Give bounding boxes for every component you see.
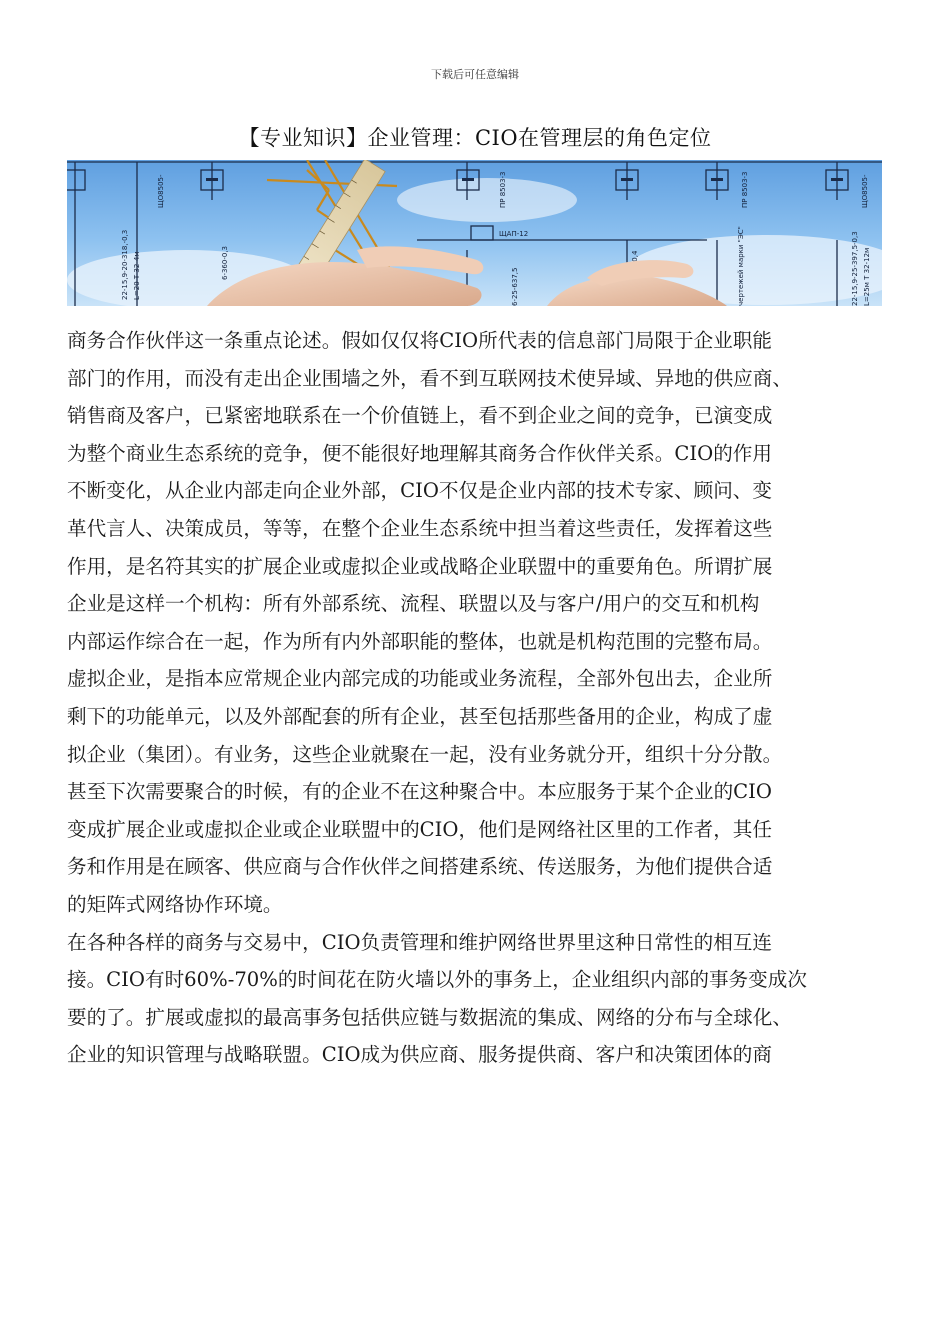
document-title: 【专业知识】企业管理：CIO在管理层的角色定位 (238, 126, 712, 150)
text-line: 不断变化，从企业内部走向企业外部，CIO不仅是企业内部的技术专家、顾问、变 (67, 479, 772, 503)
header-note: 下载后可任意编辑 (431, 68, 519, 81)
text-line: 在各种各样的商务与交易中，CIO负责管理和维护网络世界里这种日常性的相互连 (67, 930, 772, 954)
text-line: 为整个商业生态系统的竞争，便不能很好地理解其商务合作伙伴关系。CIO的作用 (67, 441, 772, 465)
banner-label: 22-15,9-25-397,5-0,3 (851, 231, 859, 306)
text-line: 的矩阵式网络协作环境。 (67, 892, 283, 916)
article-body (67, 322, 887, 1074)
banner-label: ПР 8503-3 (499, 171, 507, 208)
text-line: 商务合作伙伴这一条重点论述。假如仅仅将CIO所代表的信息部门局限于企业职能 (67, 329, 772, 352)
banner-label: 6-360-0,3 (221, 246, 229, 280)
text-line: 企业是这样一个机构：所有外部系统、流程、联盟以及与客户/用户的交互和机构 (67, 592, 760, 616)
text-line: 部门的作用，而没有走出企业围墙之外，看不到互联网技术使异域、异地的供应商、 (67, 366, 792, 390)
text-line: 销售商及客户，已紧密地联系在一个价值链上，看不到企业之间的竞争，已演变成 (67, 404, 773, 428)
text-line: 剩下的功能单元，以及外部配套的所有企业，甚至包括那些备用的企业，构成了虚 (67, 704, 773, 728)
paragraph-1 (67, 322, 887, 924)
banner-label: ПР 8503-3 (741, 171, 749, 208)
text-line: 作用，是名符其实的扩展企业或虚拟企业或战略企业联盟中的重要角色。所谓扩展 (67, 554, 773, 578)
banner-label: 22-15,9-20-318,-0,3 (121, 229, 129, 300)
banner-label: L=20 T 32-4м (133, 251, 141, 300)
text-line: 内部运作综合在一起，作为所有内外部职能的整体，也就是机构范围的完整布局。 (67, 629, 773, 653)
text-line: 要的了。扩展或虚拟的最高事务包括供应链与数据流的集成、网络的分布与全球化、 (67, 1005, 792, 1029)
banner-image (67, 160, 882, 306)
paragraph-2 (67, 924, 887, 1074)
text-line: 企业的知识管理与战略联盟。CIO成为供应商、服务提供商、客户和决策团体的商 (67, 1043, 772, 1067)
text-line: 甚至下次需要聚合的时候，有的企业不在这种聚合中。本应服务于某个企业的CIO (67, 780, 772, 804)
banner-label: L=25м T 32-12м (863, 247, 871, 306)
text-line: 虚拟企业，是指本应常规企业内部完成的功能或业务流程，全部外包出去，企业所 (67, 667, 773, 691)
text-line: 拟企业（集团）。有业务，这些企业就聚在一起，没有业务就分开，组织十分分散。 (67, 742, 783, 766)
banner-label: ЩО8505- (861, 174, 869, 208)
text-line: 务和作用是在顾客、供应商与合作伙伴之间搭建系统、传送服务，为他们提供合适 (67, 855, 773, 879)
banner-label: ЩАП-12 (499, 230, 529, 238)
banner-label: 6-25-637,5 (511, 267, 519, 306)
banner-label: ЩО8505- (157, 174, 165, 208)
text-line: 革代言人、决策成员，等等，在整个企业生态系统中担当着这些责任，发挥着这些 (67, 516, 773, 540)
banner-label: чертежей марки "ЭС" (737, 226, 745, 306)
text-line: 变成扩展企业或虚拟企业或企业联盟中的CIO，他们是网络社区里的工作者，其任 (67, 817, 772, 841)
text-line: 接。CIO有时60%-70%的时间花在防火墙以外的事务上，企业组织内部的事务变成次 (67, 968, 807, 992)
